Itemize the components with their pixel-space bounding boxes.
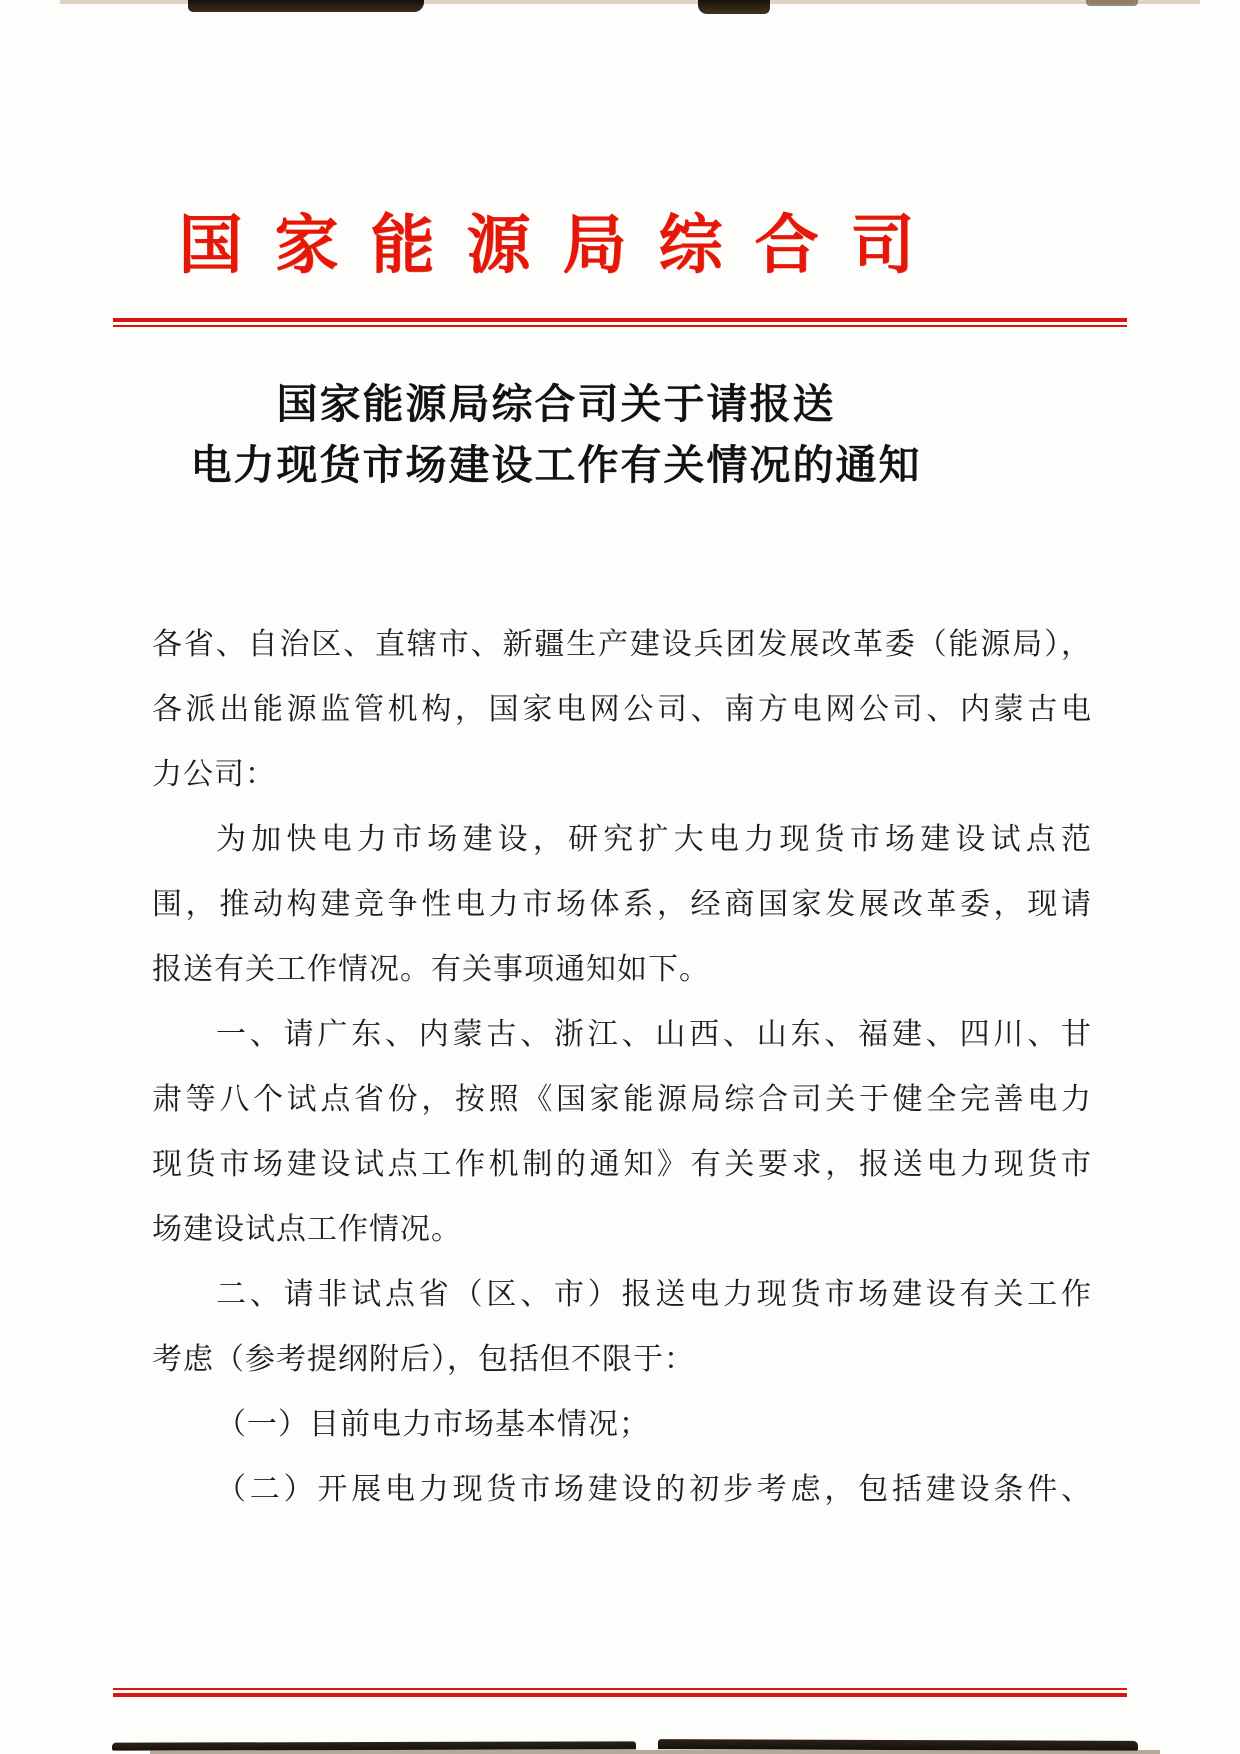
letterhead-divider-rule: [113, 318, 1127, 327]
document-title-line1: 国家能源局综合司关于请报送: [276, 381, 836, 427]
body-line-12: 考虑（参考提纲附后），包括但不限于：: [152, 1343, 695, 1376]
body-line-2: 各派出能源监管机构，国家电网公司、南方电网公司、内蒙古电: [152, 693, 1092, 726]
document-title: [0, 374, 1112, 496]
body-line-11: 二、请非试点省（区、市）报送电力现货市场建设有关工作: [216, 1278, 1092, 1311]
letterhead-agency-name: 国家能源局综合司: [178, 210, 947, 281]
footer-divider-rule: [113, 1688, 1127, 1697]
scan-artifact-top-left: [188, 0, 424, 12]
footer-thick-line: [113, 1693, 1127, 1697]
body-line-7: 一、请广东、内蒙古、浙江、山西、山东、福建、四川、甘: [216, 1018, 1092, 1051]
body-line-3: 力公司：: [152, 758, 276, 791]
document-body: [152, 612, 1092, 1522]
scan-edge-tint-bottom: [150, 1750, 1160, 1754]
body-line-9: 现货市场建设试点工作机制的通知》有关要求，报送电力现货市: [152, 1148, 1092, 1181]
body-line-4: 为加快电力市场建设，研究扩大电力现货市场建设试点范: [216, 823, 1092, 856]
body-line-14: （二）开展电力现货市场建设的初步考虑，包括建设条件、: [216, 1473, 1092, 1506]
body-line-10: 场建设试点工作情况。: [152, 1213, 462, 1246]
scan-artifact-top-middle: [698, 0, 770, 14]
document-title-line2: 电力现货市场建设工作有关情况的通知: [190, 442, 922, 488]
body-line-1: 各省、自治区、直辖市、新疆生产建设兵团发展改革委（能源局），: [152, 628, 1092, 661]
body-line-5: 围，推动构建竞争性电力市场体系，经商国家发展改革委，现请: [152, 888, 1092, 921]
divider-thin-line: [113, 325, 1127, 327]
body-line-13: （一）目前电力市场基本情况；: [216, 1408, 650, 1441]
body-line-6: 报送有关工作情况。有关事项通知如下。: [152, 953, 710, 986]
scan-artifact-top-right: [1086, 0, 1138, 6]
body-line-8: 肃等八个试点省份，按照《国家能源局综合司关于健全完善电力: [152, 1083, 1092, 1116]
